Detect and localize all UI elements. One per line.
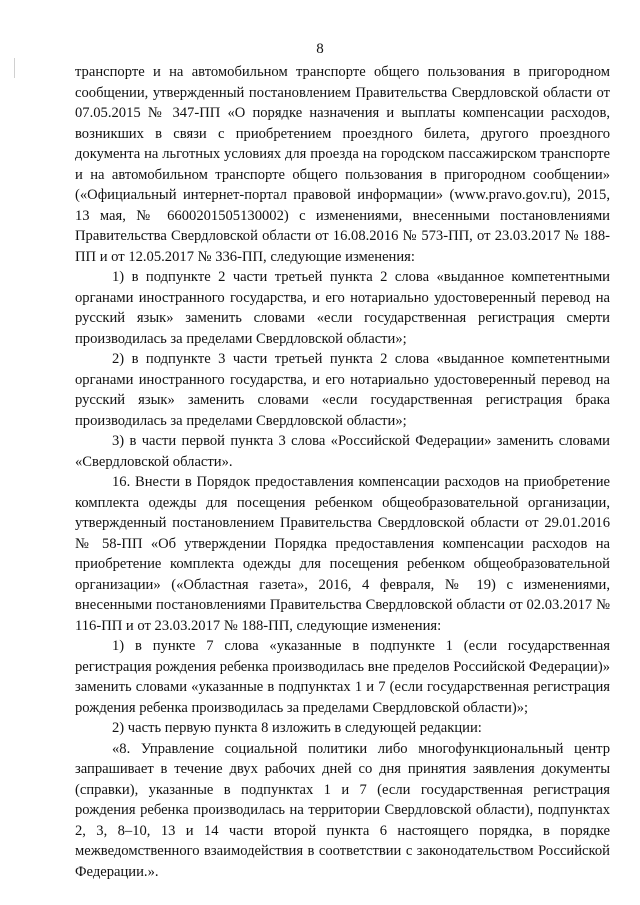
paragraph-section-16-item-2: 2) часть первую пункта 8 изложить в следующей редакции: — [112, 720, 482, 736]
paragraph-item-1: 1) в подпункте 2 части третьей пункта 2 слова «выданное компетентными органами иностранного государства, и его нотариально удостоверенный перевод на русский язык» заменить словами «если государственная регистрация смерти производилась за пределами Свердловской области»; — [75, 269, 610, 347]
paragraph-continuation: транспорте и на автомобильном транспорте общего пользования в пригородном сообщении, утвержденный постановлением Правительства Свердловской области от 07.05.2015 № 347-ПП «О порядке назначения и выплаты компенсации расходов, возникших в связи с приобретением проездного билета, другого проездного документа на льготных условиях для проезда на городском пассажирском транспорте и на автомобильном транспорте общего пользования в пригородном сообщении» («Официальный интернет-портал правовой информации» (www.pravo.gov.ru), 2015, 13 мая, № 6600201505130002) с изменениями, внесенными постановлениями Правительства Свердловской области от 16.08.2016 № 573-ПП, от 23.03.2017 № 188-ПП и от 12.05.2017 № 336-ПП, следующие изменения: — [75, 64, 610, 265]
paragraph-quoted-item-8: «8. Управление социальной политики либо многофункциональный центр запрашивает в течение двух рабочих дней со дня принятия заявления документы (справки), указанные в подпунктах 1 и 7 (если государственная регистрация рождения ребенка производилась на территории Свердловской области), подпунктах 2, 3, 8–10, 13 и 14 части второй пункта 6 настоящего порядка, в порядке межведомственного взаимодействия в соответствии с законодательством Российской Федерации.». — [75, 740, 610, 880]
paragraph-item-3: 3) в части первой пункта 3 слова «Российской Федерации» заменить словами «Свердловской области». — [75, 433, 610, 470]
paragraph-item-2: 2) в подпункте 3 части третьей пункта 2 слова «выданное компетентными органами иностранного государства, и его нотариально удостоверенный перевод на русский язык» заменить словами «если государственная регистрация брака производилась за пределами Свердловской области»; — [75, 351, 610, 429]
page-number: 8 — [316, 41, 324, 57]
paragraph-section-16: 16. Внести в Порядок предоставления компенсации расходов на приобретение комплекта одежды для посещения ребенком общеобразовательной организации, утвержденный постановлением Правительства Свердловской области от 29.01.2016 № 58-ПП «Об утверждении Порядка предоставления компенсации расходов на приобретение комплекта одежды для посещения ребенком общеобразовательной организации» («Областная газета», 2016, 4 февраля, № 19) с изменениями, внесенными постановлениями Правительства Свердловской области от 02.03.2017 № 116-ПП и от 23.03.2017 № 188-ПП, следующие изменения: — [75, 474, 610, 634]
paragraph-section-16-item-1: 1) в пункте 7 слова «указанные в подпункте 1 (если государственная регистрация рождения ребенка производилась вне пределов Российской Федерации)» заменить словами «указанные в подпунктах 1 и 7 (если государственная регистрация рождения ребенка производилась за пределами Свердловской области)»; — [75, 638, 610, 716]
document-body — [75, 62, 610, 882]
margin-mark — [14, 58, 15, 78]
